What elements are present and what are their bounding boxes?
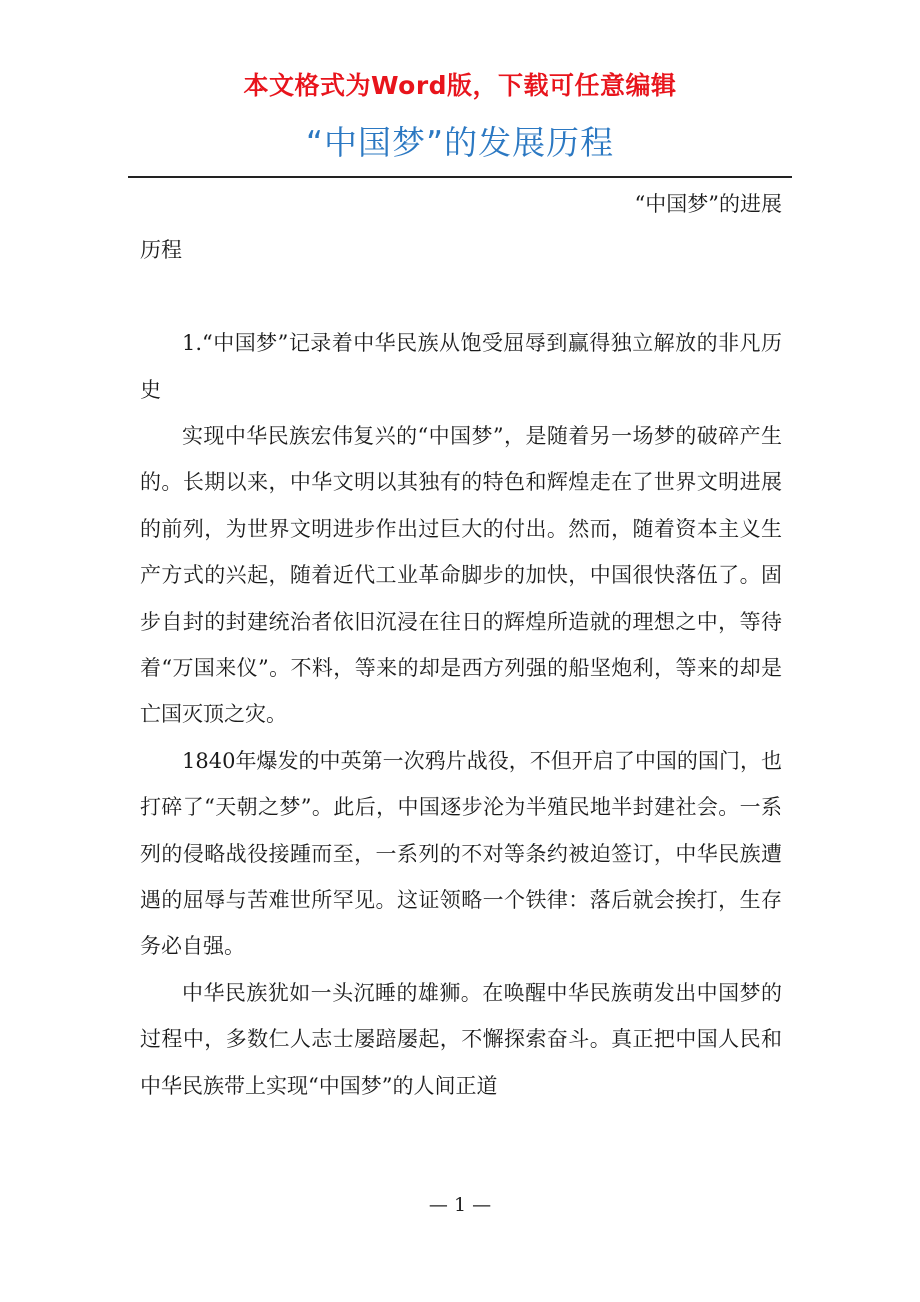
header-divider xyxy=(128,176,792,178)
body-paragraph: 中华民族犹如一头沉睡的雄狮。在唤醒中华民族萌发出中国梦的过程中，多数仁人志士屡踣屡起，不懈探索奋斗。真正把中国人民和中华民族带上实现“中国梦”的人间正道 xyxy=(140,980,782,1098)
document-title: “中国梦”的发展历程 xyxy=(305,123,615,162)
body-paragraph: 1840年爆发的中英第一次鸦片战役，不但开启了中国的国门，也打碎了“天朝之梦”。此后，中国逐步沦为半殖民地半封建社会。一系列的侵略战役接踵而至，一系列的不对等条约被迫签订，中华民族遭遇的屈辱与苦难世所罕见。这证领略一个铁律：落后就会挨打，生存务必自强。 xyxy=(140,748,782,959)
subheading-paragraph: 1.“中国梦”记录着中华民族从饱受屈辱到赢得独立解放的非凡历史 xyxy=(140,331,782,402)
section-heading-part1: “中国梦”的进展 xyxy=(634,192,782,216)
document-body xyxy=(140,181,782,1109)
blank-line xyxy=(140,274,782,320)
section-heading-part2: 历程 xyxy=(140,238,182,263)
body-paragraph: 实现中华民族宏伟复兴的“中国梦”，是随着另一场梦的破碎产生的。长期以来，中华文明以其独有的特色和辉煌走在了世界文明进展的前列，为世界文明进步作出过巨大的付出。然而，随着资本主义生产方式的兴起，随着近代工业革命脚步的加快，中国很快落伍了。固步自封的封建统治者依旧沉浸在往日的辉煌所造就的理想之中，等待着“万国来仪”。不料，等来的却是西方列强的船坚炮利，等来的却是亡国灭顶之灾。 xyxy=(140,424,782,727)
format-notice: 本文格式为Word版，下载可任意编辑 xyxy=(243,71,677,100)
page-number: — 1 — xyxy=(428,1194,492,1216)
section-heading xyxy=(140,181,782,274)
